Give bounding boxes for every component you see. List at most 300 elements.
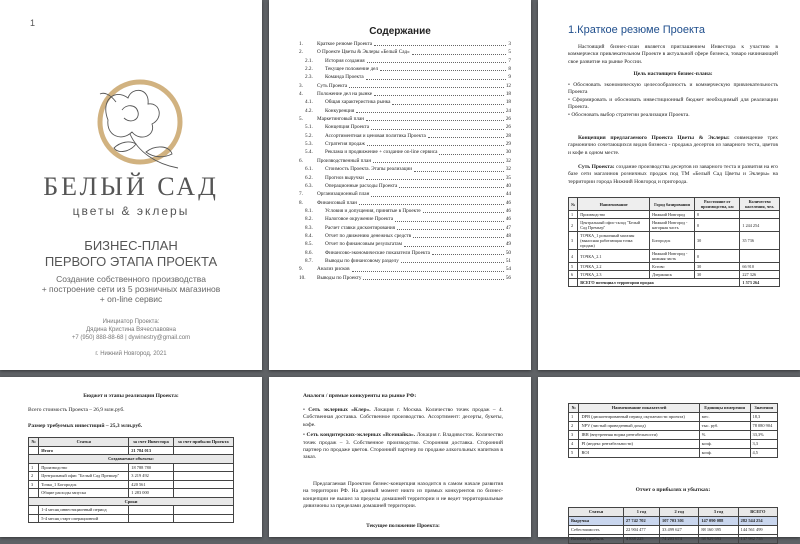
- toc-page: 26: [505, 124, 511, 131]
- initiator-name: Дядина Кристина Вячеславовна: [86, 327, 176, 333]
- required-investments: Размер требуемых инвестиций – 25,3 млн.руб.: [28, 423, 143, 429]
- table-header: Город базирования: [650, 198, 695, 211]
- table-cell: [29, 514, 39, 523]
- table-cell: 107 703 301: [660, 517, 699, 526]
- table-cell: 35 736: [740, 232, 780, 250]
- table-cell: [173, 489, 233, 498]
- toc-entry[interactable]: [299, 40, 511, 48]
- toc-leader: [395, 215, 504, 221]
- table-header: ВСЕГО: [738, 508, 777, 517]
- table-cell: Богородск: [650, 232, 695, 250]
- table-cell: 58 929 693: [699, 535, 738, 544]
- toc-leader: [428, 132, 504, 138]
- toc-text: О Проекте Цветы & Эклеры «Белый Сад»: [317, 49, 410, 56]
- toc-number: 6.3.: [305, 182, 313, 189]
- table-header: №: [569, 404, 579, 413]
- table-header: 2 год: [660, 508, 699, 517]
- toc-text: Анализ рисков: [317, 266, 350, 273]
- toc-number: 5.3.: [305, 141, 313, 148]
- toc-text: Операционные расходы Проекта: [325, 182, 398, 189]
- toc-text: Конкуренция: [325, 107, 355, 114]
- toc-entry[interactable]: [299, 82, 511, 90]
- table-cell: 6: [569, 271, 578, 279]
- table-cell: 2: [569, 422, 579, 431]
- table-header: Количество населения, чел.: [740, 198, 780, 211]
- toc-entry[interactable]: [299, 90, 511, 98]
- current-state-title: Текущее положение Проекта:: [366, 523, 440, 529]
- toc-page: 46: [505, 207, 511, 214]
- table-cell: [129, 506, 173, 515]
- table-cell: [173, 506, 233, 515]
- toc-leader: [349, 82, 504, 88]
- page-cover: [0, 0, 262, 370]
- toc-text: Отчет по финансовым результатам: [325, 241, 402, 248]
- toc-leader: [366, 115, 504, 121]
- toc-page: 32: [505, 157, 511, 164]
- competitors-title: Аналоги / прямые конкуренты на рынке РФ:: [303, 393, 417, 399]
- table-cell: [740, 211, 780, 219]
- toc-entry[interactable]: [299, 240, 511, 248]
- toc-leader: [432, 249, 504, 255]
- page-financials: [538, 377, 800, 541]
- toc-text: Общая характеристика рынка: [325, 99, 391, 106]
- toc-leader: [414, 165, 504, 171]
- cover-description-line: + on-line сервис: [99, 294, 163, 304]
- toc-number: 8.5.: [305, 241, 313, 248]
- toc-leader: [439, 148, 503, 154]
- table-cell: Себестоимость: [569, 526, 624, 535]
- toc-page: 18: [505, 91, 511, 98]
- toc-number: 3.: [299, 82, 303, 89]
- budget-table: [28, 437, 234, 523]
- table-cell: 1: [569, 413, 579, 422]
- toc-entry[interactable]: [299, 140, 511, 148]
- toc-entry[interactable]: [299, 98, 511, 106]
- toc-number: 6.: [299, 157, 303, 164]
- toc-number: 2.: [299, 49, 303, 56]
- table-header: за счет прибыли Проекта: [173, 438, 233, 447]
- toc-leader: [356, 107, 504, 113]
- toc-entry[interactable]: [299, 265, 511, 273]
- toc-text: Налоговое окружение Проекта: [325, 216, 394, 223]
- toc-number: 5.: [299, 116, 303, 123]
- table-cell: IRR (внутренняя норма рентабельности): [579, 431, 699, 440]
- page-competitors: [269, 377, 531, 537]
- table-cell: 4: [569, 440, 579, 449]
- toc-page: 51: [505, 257, 511, 264]
- cover-description-line: + построение сети из 5 розничных магазинов: [41, 284, 221, 294]
- table-cell: мес.: [699, 413, 750, 422]
- toc-entry[interactable]: [299, 165, 511, 173]
- table-row: [569, 219, 780, 232]
- table-row: [569, 535, 778, 544]
- toc-page: 8: [508, 66, 511, 73]
- toc-number: 4.1.: [305, 99, 313, 106]
- toc-entry[interactable]: [299, 174, 511, 182]
- toc-number: 1.: [299, 41, 303, 47]
- total-value: 1 573 264: [740, 279, 780, 287]
- section-heading: 1.Краткое резюме Проекта: [568, 24, 705, 36]
- table-cell: 66 910: [740, 263, 780, 271]
- table-cell: DPB (дисконтированный период окупаемости проекта): [579, 413, 699, 422]
- table-row: [29, 472, 234, 481]
- table-header: Значения: [750, 404, 778, 413]
- table-cell: 1 283 000: [129, 489, 173, 498]
- goal-list: [568, 82, 778, 119]
- toc-leader: [399, 182, 504, 188]
- toc-number: 5.1.: [305, 124, 313, 131]
- table-cell: коэф.: [699, 440, 750, 449]
- table-cell: 30: [695, 271, 740, 279]
- toc-leader: [374, 90, 504, 96]
- toc-text: Команда Проекта: [325, 74, 364, 81]
- toc-entry[interactable]: [299, 148, 511, 156]
- table-cell: 2: [569, 219, 578, 232]
- toc-page: 56: [505, 274, 511, 281]
- table-cell: 3: [29, 480, 39, 489]
- toc-number: 8.7.: [305, 257, 313, 264]
- table-cell: 33,3%: [750, 431, 778, 440]
- toc-number: 6.1.: [305, 166, 313, 173]
- intro-paragraph: Настоящий бизнес-план является приглашением Инвестора к участию в коммерчески привлекательном Проекте в актуальной сфере бизнеса, товаро начинающей свое развитие на рынке России.: [568, 44, 778, 65]
- toc-page: 3: [508, 41, 511, 47]
- toc-page: 28: [505, 132, 511, 139]
- table-cell: 30: [695, 263, 740, 271]
- table-cell: 0: [695, 211, 740, 219]
- brand-subtitle: цветы & эклеры: [72, 204, 190, 218]
- table-cell: 78 080 904: [750, 422, 778, 431]
- table-cell: ТОЧКА_2.2: [578, 263, 650, 271]
- table-cell: Нижний Новгород - нижняя часть: [650, 250, 695, 263]
- table-row: [569, 232, 780, 250]
- table-row: [29, 446, 234, 455]
- toc-leader: [371, 123, 504, 129]
- toc-entry[interactable]: [299, 65, 511, 73]
- table-cell: тыс. руб.: [699, 422, 750, 431]
- toc-entry[interactable]: [299, 48, 511, 56]
- toc-number: 4.2.: [305, 107, 313, 114]
- toc-entry[interactable]: [299, 207, 511, 215]
- toc-page: 24: [505, 107, 511, 114]
- table-cell: 3 219 492: [129, 472, 173, 481]
- table-row: [569, 449, 778, 458]
- table-cell: 3: [569, 232, 578, 250]
- table-cell: 22 904 477: [623, 526, 659, 535]
- toc-page: 29: [505, 141, 511, 148]
- table-cell: 0: [695, 219, 740, 232]
- toc-text: Выводы по финансовому разделу: [325, 257, 399, 264]
- table-row: [569, 413, 778, 422]
- profit-loss-title: Отчет о прибылях и убытках:: [635, 487, 711, 493]
- table-cell: 4,5: [750, 449, 778, 458]
- toc-text: Текущее положение дел: [325, 66, 379, 73]
- competitor-item: • Сеть кондитерских-эклерных «Всезнайка». Локация г. Владивосток. Количество точек продаж – 3. Собственное производство. Сторонняя доставка. Сторонний партнер по продаже цветов. Сторонний партнер по продаже алкогольных напитков в заказ.: [303, 432, 504, 461]
- toc-leader: [401, 257, 504, 263]
- toc-leader: [412, 48, 507, 54]
- table-cell: 18 788 780: [129, 463, 173, 472]
- toc-number: 7.: [299, 191, 303, 198]
- toc-entry[interactable]: [299, 132, 511, 140]
- competitors-conclusion: Предлагаемая Проектом бизнес-концепция находится в самом начале развития на территории РФ. На данный момент никто из прямых конкурентов по бизнес-концепции не вышел за пределы домашней территории и не ведет территориальные дивизионы за пределами домашней территории.: [303, 481, 503, 510]
- toc-page: 30: [505, 149, 511, 156]
- table-row: [569, 431, 778, 440]
- toc-leader: [367, 57, 507, 63]
- table-cell: 3,3: [750, 440, 778, 449]
- toc-number: 10.: [299, 274, 306, 281]
- territory-table: [568, 197, 780, 287]
- toc-text: Положение дел на рынке: [317, 91, 373, 98]
- table-cell: ROI: [579, 449, 699, 458]
- toc-text: Финансово-экономические показатели Проекта: [325, 249, 430, 256]
- toc-text: Отчет по движению денежных средств: [325, 232, 412, 239]
- table-cell: NPV (чистый приведенный доход): [579, 422, 699, 431]
- table-cell: Центральный офис-склад "Белый Сад Премьер": [578, 219, 650, 232]
- toc-text: Маркетинговый план: [317, 116, 365, 123]
- toc-text: Организационный план: [317, 191, 370, 198]
- table-header: Статья: [569, 508, 624, 517]
- goal-item: • Обосновать экономическую целесообразность и коммерческую привлекательность Проекта: [568, 82, 778, 96]
- table-header: Наименование: [578, 198, 650, 211]
- table-row: [29, 514, 234, 523]
- toc-leader: [404, 240, 504, 246]
- table-header: Расстояние от производства, км: [695, 198, 740, 211]
- toc-text: Стоимость Проекта. Этапы реализации: [325, 166, 413, 173]
- toc-number: 8.4.: [305, 232, 313, 239]
- toc-number: 2.1.: [305, 57, 313, 64]
- goal-item: • Сформировать и обосновать инвестиционный бюджет необходимый для реализации Проекта.: [568, 96, 779, 111]
- table-cell: Производство: [39, 463, 129, 472]
- toc-page: 32: [505, 166, 511, 173]
- table-cell: [173, 463, 233, 472]
- toc-list: [299, 40, 511, 282]
- toc-number: 2.2.: [305, 66, 313, 73]
- table-row: [569, 263, 780, 271]
- toc-text: Производственный план: [317, 157, 372, 164]
- toc-leader: [392, 98, 503, 104]
- toc-entry[interactable]: [299, 73, 511, 81]
- table-cell: 88 160 395: [699, 526, 738, 535]
- table-header: 1 год: [623, 508, 659, 517]
- toc-text: Финансовый план: [317, 199, 358, 206]
- table-cell: PI (индекс рентабельности): [579, 440, 699, 449]
- table-row: [569, 271, 780, 279]
- budget-title: Бюджет и этапы реализации Проекта:: [83, 393, 179, 399]
- budget-total: Всего стоимость Проекта – 26,9 млн.руб.: [28, 407, 125, 413]
- toc-page: 47: [505, 224, 511, 231]
- toc-leader: [352, 265, 504, 271]
- page-budget: [0, 377, 262, 537]
- toc-entry[interactable]: [299, 224, 511, 232]
- table-cell: 4 838 225: [623, 535, 659, 544]
- indicators-table: [568, 403, 778, 458]
- toc-leader: [363, 274, 503, 280]
- toc-number: 4.: [299, 91, 303, 98]
- table-row: [569, 279, 780, 287]
- table-cell: 33 499 627: [660, 526, 699, 535]
- toc-entry[interactable]: [299, 115, 511, 123]
- toc-text: Реклама и продвижение + создание on-line сервиса: [325, 149, 438, 156]
- toc-page: 44: [505, 191, 511, 198]
- table-cell: 1: [569, 211, 578, 219]
- toc-leader: [423, 207, 504, 213]
- toc-text: Концепция Проекта: [325, 124, 370, 131]
- table-cell: 282 544 254: [738, 517, 777, 526]
- toc-page: 46: [505, 199, 511, 206]
- table-header: Наименование показателей: [579, 404, 699, 413]
- table-cell: 27 742 702: [623, 517, 659, 526]
- table-cell: Нижний Новгород - нагорная часть: [650, 219, 695, 232]
- table-row: [569, 250, 780, 263]
- toc-entry[interactable]: [299, 57, 511, 65]
- table-cell: ТОЧКА_1 розничный магазин (выносная работающая точка продаж): [578, 232, 650, 250]
- table-header: 3 год: [699, 508, 738, 517]
- table-cell: [740, 250, 780, 263]
- toc-leader: [373, 157, 504, 163]
- table-row: [569, 422, 778, 431]
- page-toc: [269, 0, 531, 370]
- toc-page: 49: [505, 241, 511, 248]
- table-cell: [173, 480, 233, 489]
- toc-leader: [413, 232, 504, 238]
- table-cell: 30: [695, 232, 740, 250]
- cover-description-line: Создание собственного производства: [56, 274, 206, 284]
- toc-page: 12: [505, 82, 511, 89]
- toc-text: Суть Проекта: [317, 82, 348, 89]
- goal-title: Цель настоящего бизнес-плана:: [633, 71, 713, 77]
- essence-paragraph: Суть Проекта: создание производства десертов из заварного теста и развития на его базе сети магазинов розничных продаж под ТМ «Белый Сад Цветы и Эклеры» на территории города Нижний Новгород и пригорода.: [568, 164, 779, 185]
- toc-page: 40: [505, 182, 511, 189]
- table-header: №: [569, 198, 578, 211]
- toc-entry[interactable]: [299, 274, 511, 282]
- table-cell: 3: [569, 431, 579, 440]
- table-cell: [173, 472, 233, 481]
- table-cell: коэф.: [699, 449, 750, 458]
- table-cell: 144 561 499: [738, 526, 777, 535]
- toc-entry[interactable]: [299, 123, 511, 131]
- group-header: Сроки: [29, 497, 234, 506]
- total-value: 21 784 013: [129, 446, 173, 455]
- toc-page: 50: [505, 249, 511, 256]
- business-plan-subtitle: ПЕРВОГО ЭТАПА ПРОЕКТА: [44, 254, 218, 269]
- toc-text: Ассортиментная и ценовая политика Проекта: [325, 132, 426, 139]
- group-header: Создаваемые объекты:: [29, 455, 234, 464]
- toc-entry[interactable]: [299, 215, 511, 223]
- table-header: Статья: [39, 438, 129, 447]
- table-cell: 5-4 месяц старт операционной: [39, 514, 129, 523]
- toc-leader: [374, 40, 506, 46]
- table-cell: 4: [569, 250, 578, 263]
- table-cell: 1 244 254: [740, 219, 780, 232]
- table-cell: ТОЧКА_2.3: [578, 271, 650, 279]
- toc-entry[interactable]: [299, 257, 511, 265]
- competitor-item: • Сеть эклерных «Клер». Локация г. Москва. Количество точек продаж – 4. Собственная доставка. Собственное производство. Ассортимент: десерты, букеты, кофе.: [303, 407, 504, 428]
- table-cell: 227 326: [740, 271, 780, 279]
- toc-number: 2.3.: [305, 74, 313, 81]
- table-row: [569, 440, 778, 449]
- table-cell: 0: [695, 250, 740, 263]
- table-cell: [29, 489, 39, 498]
- table-cell: 137 982 755: [738, 535, 777, 544]
- toc-entry[interactable]: [299, 232, 511, 240]
- table-cell: [129, 514, 173, 523]
- toc-page: 18: [505, 99, 511, 106]
- toc-text: История создания: [325, 57, 365, 64]
- table-cell: ТОЧКА_2.1: [578, 250, 650, 263]
- toc-leader: [380, 65, 506, 71]
- toc-title: Содержание: [369, 26, 431, 37]
- table-cell: Центральный офис "Белый Сад Премьер": [39, 472, 129, 481]
- toc-number: 9.: [299, 266, 303, 273]
- flower-logo-icon: [60, 60, 200, 180]
- table-header: №: [29, 438, 39, 447]
- table-cell: 1: [29, 463, 39, 472]
- table-cell: 18,3: [750, 413, 778, 422]
- toc-number: 8.6.: [305, 249, 313, 256]
- table-cell: 147 090 088: [699, 517, 738, 526]
- total-label: Итого: [39, 446, 129, 455]
- table-cell: %: [699, 431, 750, 440]
- table-row: [569, 517, 778, 526]
- table-row: [29, 463, 234, 472]
- initiator-contacts: +7 (950) 888-88-68 | dywinestry@gmail.com: [71, 335, 191, 341]
- toc-text: Выводы по Проекту: [317, 274, 362, 281]
- toc-number: 8.1.: [305, 207, 313, 214]
- table-cell: 74 203 674: [660, 535, 699, 544]
- toc-leader: [367, 140, 504, 146]
- toc-page: 54: [505, 266, 511, 273]
- toc-leader: [371, 190, 503, 196]
- brand-name: БЕЛЫЙ САД: [43, 172, 219, 201]
- toc-number: 5.2.: [305, 132, 313, 139]
- table-cell: 5: [569, 449, 579, 458]
- toc-text: Прогноз выручки: [325, 174, 364, 181]
- toc-entry[interactable]: [299, 249, 511, 257]
- toc-number: 5.4.: [305, 149, 313, 156]
- initiator-label: Инициатор Проекта:: [102, 319, 160, 325]
- page-summary: [538, 0, 800, 370]
- table-row: [569, 211, 780, 219]
- cover-city-year: г. Нижний Новгород, 2021: [95, 351, 167, 357]
- table-cell: 5: [569, 263, 578, 271]
- toc-number: 6.2.: [305, 174, 313, 181]
- toc-entry[interactable]: [299, 182, 511, 190]
- page-number: 1: [30, 18, 36, 28]
- toc-page: 9: [508, 74, 511, 81]
- competitor-list: [303, 407, 503, 462]
- toc-entry[interactable]: [299, 199, 511, 207]
- table-header: Единицы измерения: [699, 404, 750, 413]
- concept-paragraph: Концепция предлагаемого Проекта Цветы & Эклеры: совмещение трех гармонично сочетающихся видов бизнеса - продажа десертов из заварного теста, цветов и кофе в одном месте.: [568, 135, 778, 156]
- table-row: [29, 480, 234, 489]
- table-cell: Кстово: [650, 263, 695, 271]
- table-cell: 420 561: [129, 480, 173, 489]
- toc-page: 46: [505, 216, 511, 223]
- toc-entry[interactable]: [299, 157, 511, 165]
- table-cell: Дзержинск: [650, 271, 695, 279]
- toc-entry[interactable]: [299, 190, 511, 198]
- toc-number: 8.: [299, 199, 303, 206]
- table-row: [29, 489, 234, 498]
- business-plan-title: БИЗНЕС-ПЛАН: [84, 238, 178, 253]
- toc-page: 48: [505, 232, 511, 239]
- toc-leader: [366, 73, 507, 79]
- toc-leader: [366, 174, 504, 180]
- toc-number: 8.3.: [305, 224, 313, 231]
- table-row: [29, 506, 234, 515]
- table-cell: [173, 514, 233, 523]
- toc-page: 5: [508, 49, 511, 56]
- toc-entry[interactable]: [299, 107, 511, 115]
